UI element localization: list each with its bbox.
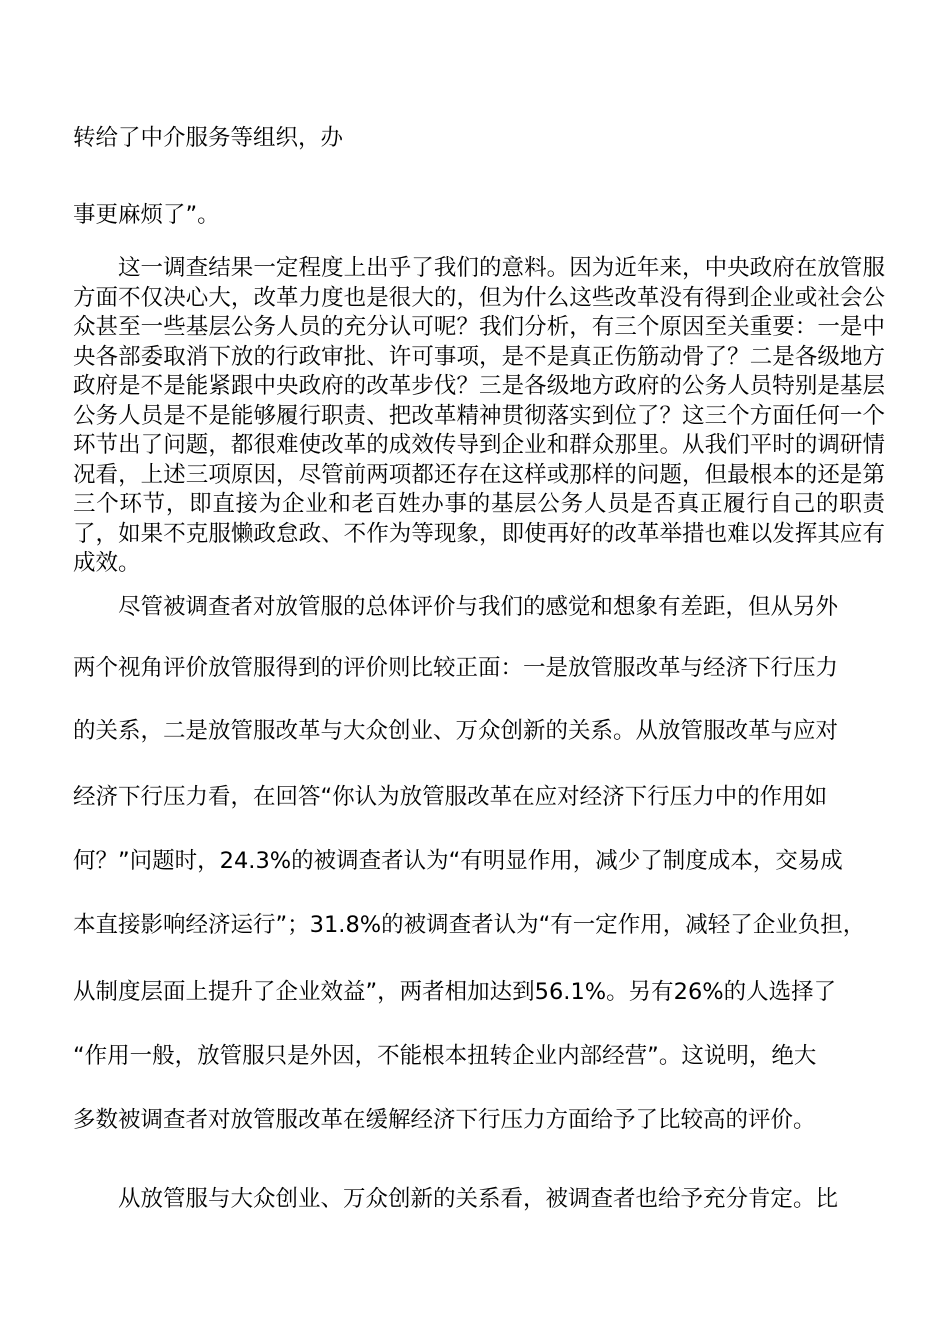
paragraph-2-line-7: 从制度层面上提升了企业效益”，两者相加达到56.1%。另有26%的人选择了 (73, 979, 837, 1005)
paragraph-2-line-4: 经济下行压力看，在回答“你认为放管服改革在应对经济下行压力中的作用如 (73, 784, 828, 810)
fragment-line-1: 转给了中介服务等组织，办 (73, 125, 344, 151)
paragraph-2-line-1: 尽管被调查者对放管服的总体评价与我们的感觉和想象有差距，但从另外 (118, 594, 839, 620)
paragraph-2-line-2: 两个视角评价放管服得到的评价则比较正面：一是放管服改革与经济下行压力 (73, 655, 839, 681)
paragraph-2-line-9: 多数被调查者对放管服改革在缓解经济下行压力方面给予了比较高的评价。 (73, 1107, 816, 1133)
paragraph-2-line-5: 何？”问题时，24.3%的被调查者认为“有明显作用，减少了制度成本，交易成 (73, 848, 843, 874)
fragment-line-2: 事更麻烦了”。 (73, 202, 220, 228)
paragraph-3-line-1: 从放管服与大众创业、万众创新的关系看，被调查者也给予充分肯定。比 (118, 1186, 839, 1212)
paragraph-1: 这一调查结果一定程度上出乎了我们的意料。因为近年来，中央政府在放管服方面不仅决心大，改革力度也是很大的，但为什么这些改革没有得到企业或社会公众甚至一些基层公务人员的充分认可呢？我们分析，有三个原因至关重要：一是中央各部委取消下放的行政审批、许可事项，是不是真正伤筋动骨了？二是各级地方政府是不是能紧跟中央政府的改革步伐？三是各级地方政府的公务人员特别是基层公务人员是不是能够履行职责、把改革精神贯彻落实到位了？这三个方面任何一个环节出了问题，都很难使改革的成效传导到企业和群众那里。从我们平时的调研情况看，上述三项原因，尽管前两项都还存在这样或那样的问题，但最根本的还是第三个环节，即直接为企业和老百姓办事的基层公务人员是否真正履行自己的职责了，如果不克服懒政怠政、不作为等现象，即使再好的改革举措也难以发挥其应有成效。 (73, 255, 885, 576)
paragraph-2-line-6: 本直接影响经济运行”；31.8%的被调查者认为“有一定作用，减轻了企业负担， (73, 912, 866, 938)
paragraph-2-line-3: 的关系，二是放管服改革与大众创业、万众创新的关系。从放管服改革与应对 (73, 718, 839, 744)
paragraph-2-line-8: “作用一般，放管服只是外因，不能根本扭转企业内部经营”。这说明，绝大 (73, 1043, 817, 1069)
